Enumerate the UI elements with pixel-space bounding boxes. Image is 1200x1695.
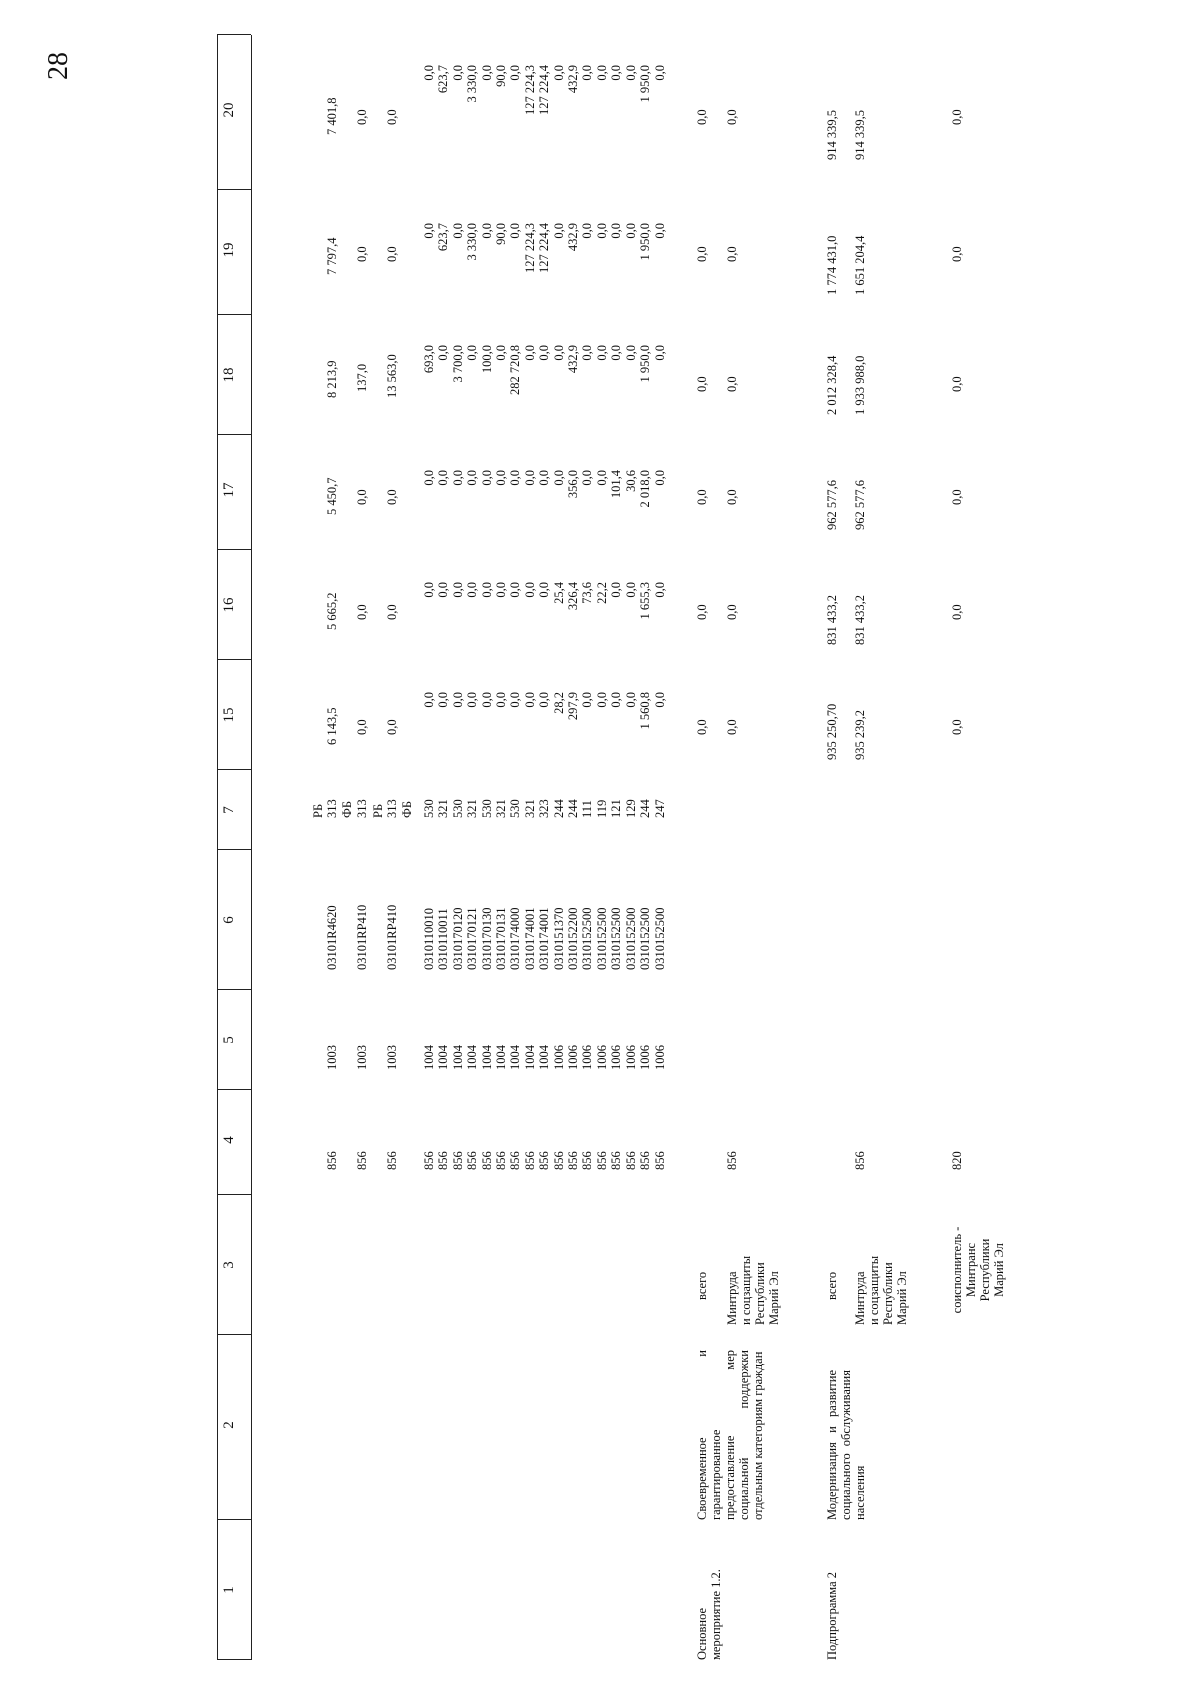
cell-c4: 820 <box>950 1151 964 1170</box>
cell-c4: 856 <box>725 1151 739 1170</box>
header-col-6: 6 <box>221 916 237 924</box>
section-a-col1: Основное мероприятие 1.2. <box>695 1569 723 1660</box>
cell-c15: 935 239,2 <box>853 710 867 760</box>
header-col-5: 5 <box>221 1036 237 1044</box>
cell-c17: 5 450,7 <box>325 477 339 515</box>
cell-c16: 831 433,2 <box>853 595 867 645</box>
cell-c20: 0,0 <box>355 109 369 125</box>
cell-c19: 1 651 204,4 <box>853 235 867 295</box>
header-divider <box>217 1659 251 1660</box>
cell-c15: 935 250,70 <box>825 703 839 760</box>
block-col-5: 1004 1004 1004 1004 1004 1004 1004 1004 1004 1006 1006 1006 1006 1006 1006 1006 1006 <box>422 1045 667 1070</box>
header-col-19: 19 <box>221 242 237 258</box>
block-col-20: 0,0 623,7 0,0 3 330,0 0,0 90,0 0,0 127 224,3 127 224,4 0,0 432,9 0,0 0,0 0,0 0,0 1 950,0 0,0 <box>422 65 667 115</box>
cell-c18: 2 012 328,4 <box>825 355 839 415</box>
cell-c15: 0,0 <box>695 719 709 735</box>
cell-c19: 0,0 <box>725 246 739 262</box>
cell-c17: 962 577,6 <box>853 480 867 530</box>
section-b-row-coexecutor-label: соисполнитель - Минтранс Республики Марий Эл <box>950 1226 1006 1314</box>
cell-c20: 0,0 <box>725 109 739 125</box>
block-col-7: 530 321 530 321 530 321 530 321 323 244 244 111 119 121 129 244 247 <box>422 799 667 818</box>
cell-c15: 0,0 <box>355 719 369 735</box>
block-col-4: 856 856 856 856 856 856 856 856 856 856 856 856 856 856 856 856 856 <box>422 1151 667 1170</box>
header-col-7: 7 <box>221 806 237 814</box>
header-divider <box>217 849 251 850</box>
cell-c19: 0,0 <box>695 246 709 262</box>
cell-c17: 0,0 <box>725 489 739 505</box>
header-divider <box>217 659 251 660</box>
cell-c15: 0,0 <box>950 719 964 735</box>
block-col-19: 0,0 623,7 0,0 3 330,0 0,0 90,0 0,0 127 224,3 127 224,4 0,0 432,9 0,0 0,0 0,0 0,0 1 950,0 0,0 <box>422 223 667 273</box>
header-col-15: 15 <box>221 707 237 723</box>
header-col-4: 4 <box>221 1136 237 1144</box>
cell-c18: 13 563,0 <box>385 354 399 398</box>
section-a-row-all-label: всего <box>695 1271 709 1300</box>
cell-c19: 0,0 <box>950 246 964 262</box>
header-col-17: 17 <box>221 482 237 498</box>
cell-c4: 856 <box>853 1151 867 1170</box>
cell-c16: 0,0 <box>385 604 399 620</box>
section-a-col2: Своевременное и гарантированное предоставление мер социальной поддержки отдельным категориям граждан <box>695 1350 765 1520</box>
header-col-16: 16 <box>221 597 237 613</box>
header-divider <box>217 1194 251 1195</box>
cell-c16: 0,0 <box>725 604 739 620</box>
cell-c20: 7 401,8 <box>325 97 339 135</box>
block-col-16: 0,0 0,0 0,0 0,0 0,0 0,0 0,0 0,0 0,0 25,4 326,4 73,6 22,2 0,0 0,0 1 655,3 0,0 <box>422 582 667 620</box>
cell-c19: 0,0 <box>355 246 369 262</box>
header-divider <box>217 314 251 315</box>
cell-c15: 0,0 <box>725 719 739 735</box>
page-number: 28 <box>43 52 74 80</box>
header-divider <box>217 1089 251 1090</box>
cell-c17: 0,0 <box>695 489 709 505</box>
header-col-20: 20 <box>221 102 237 118</box>
header-col-1: 1 <box>221 1586 237 1594</box>
header-bottom-rule <box>251 35 252 1660</box>
header-divider <box>217 549 251 550</box>
block-col-6: 0310110010 0310110011 0310170120 0310170121 0310170130 0310170131 0310174000 0310174001 0310174001 0310151370 0310152200 0310152500 0310152500 0310152500 0310152500 0310152500 0310152500 <box>422 907 667 970</box>
header-divider <box>217 34 251 35</box>
cell-c19: 1 774 431,0 <box>825 235 839 295</box>
section-b-row-all-label: всего <box>825 1271 839 1300</box>
cell-c19: 7 797,4 <box>325 237 339 275</box>
header-col-2: 2 <box>221 1421 237 1429</box>
cell-c19: 0,0 <box>385 246 399 262</box>
header-divider <box>217 769 251 770</box>
cell-c4: 856 <box>325 1151 339 1170</box>
cell-c7: 313 <box>355 799 369 818</box>
cell-c7: РБ 313 ФБ <box>311 799 354 818</box>
cell-c18: 0,0 <box>950 376 964 392</box>
rotated-table-page <box>35 10 1185 1660</box>
block-col-18: 693,0 0,0 3 700,0 0,0 100,0 0,0 282 720,8 0,0 0,0 0,0 432,9 0,0 0,0 0,0 0,0 1 950,0 0,0 <box>422 345 667 395</box>
cell-c4: 856 <box>385 1151 399 1170</box>
section-b-row-ministry-label: Минтруда и соцзащиты Республики Марий Эл <box>853 1255 909 1325</box>
header-divider <box>217 1334 251 1335</box>
cell-c4: 856 <box>355 1151 369 1170</box>
header-top-rule <box>217 35 218 1660</box>
cell-c5: 1003 <box>385 1045 399 1070</box>
cell-c6: 03101R4620 <box>325 905 339 970</box>
section-a-row-ministry-label: Минтруда и соцзащиты Республики Марий Эл <box>725 1255 781 1325</box>
cell-c15: 6 143,5 <box>325 707 339 745</box>
cell-c18: 8 213,9 <box>325 360 339 398</box>
cell-c20: 914 339,5 <box>825 110 839 160</box>
cell-c5: 1003 <box>355 1045 369 1070</box>
cell-c6: 03101RP410 <box>385 904 399 970</box>
cell-c7: РБ 313 ФБ <box>371 799 414 818</box>
section-b-col2: Модернизация и развитие социального обслуживания населения <box>825 1370 867 1520</box>
header-divider <box>217 989 251 990</box>
cell-c18: 1 933 988,0 <box>853 355 867 415</box>
cell-c20: 0,0 <box>385 109 399 125</box>
cell-c17: 0,0 <box>385 489 399 505</box>
cell-c18: 0,0 <box>695 376 709 392</box>
cell-c20: 0,0 <box>950 109 964 125</box>
cell-c18: 137,0 <box>355 363 369 392</box>
block-col-15: 0,0 0,0 0,0 0,0 0,0 0,0 0,0 0,0 0,0 28,2 297,9 0,0 0,0 0,0 0,0 1 560,8 0,0 <box>422 692 667 730</box>
cell-c17: 0,0 <box>355 489 369 505</box>
cell-c18: 0,0 <box>725 376 739 392</box>
header-divider <box>217 434 251 435</box>
header-col-3: 3 <box>221 1261 237 1269</box>
cell-c17: 962 577,6 <box>825 480 839 530</box>
cell-c5: 1003 <box>325 1045 339 1070</box>
cell-c16: 0,0 <box>355 604 369 620</box>
cell-c20: 0,0 <box>695 109 709 125</box>
cell-c15: 0,0 <box>385 719 399 735</box>
cell-c6: 03101RP410 <box>355 904 369 970</box>
cell-c16: 0,0 <box>695 604 709 620</box>
cell-c16: 0,0 <box>950 604 964 620</box>
cell-c20: 914 339,5 <box>853 110 867 160</box>
section-b-col1: Подпрограмма 2 <box>825 1571 839 1660</box>
cell-c17: 0,0 <box>950 489 964 505</box>
header-col-18: 18 <box>221 367 237 383</box>
cell-c16: 831 433,2 <box>825 595 839 645</box>
header-divider <box>217 1519 251 1520</box>
cell-c16: 5 665,2 <box>325 592 339 630</box>
block-col-17: 0,0 0,0 0,0 0,0 0,0 0,0 0,0 0,0 0,0 0,0 356,0 0,0 0,0 101,4 30,6 2 018,0 0,0 <box>422 470 667 508</box>
header-divider <box>217 189 251 190</box>
